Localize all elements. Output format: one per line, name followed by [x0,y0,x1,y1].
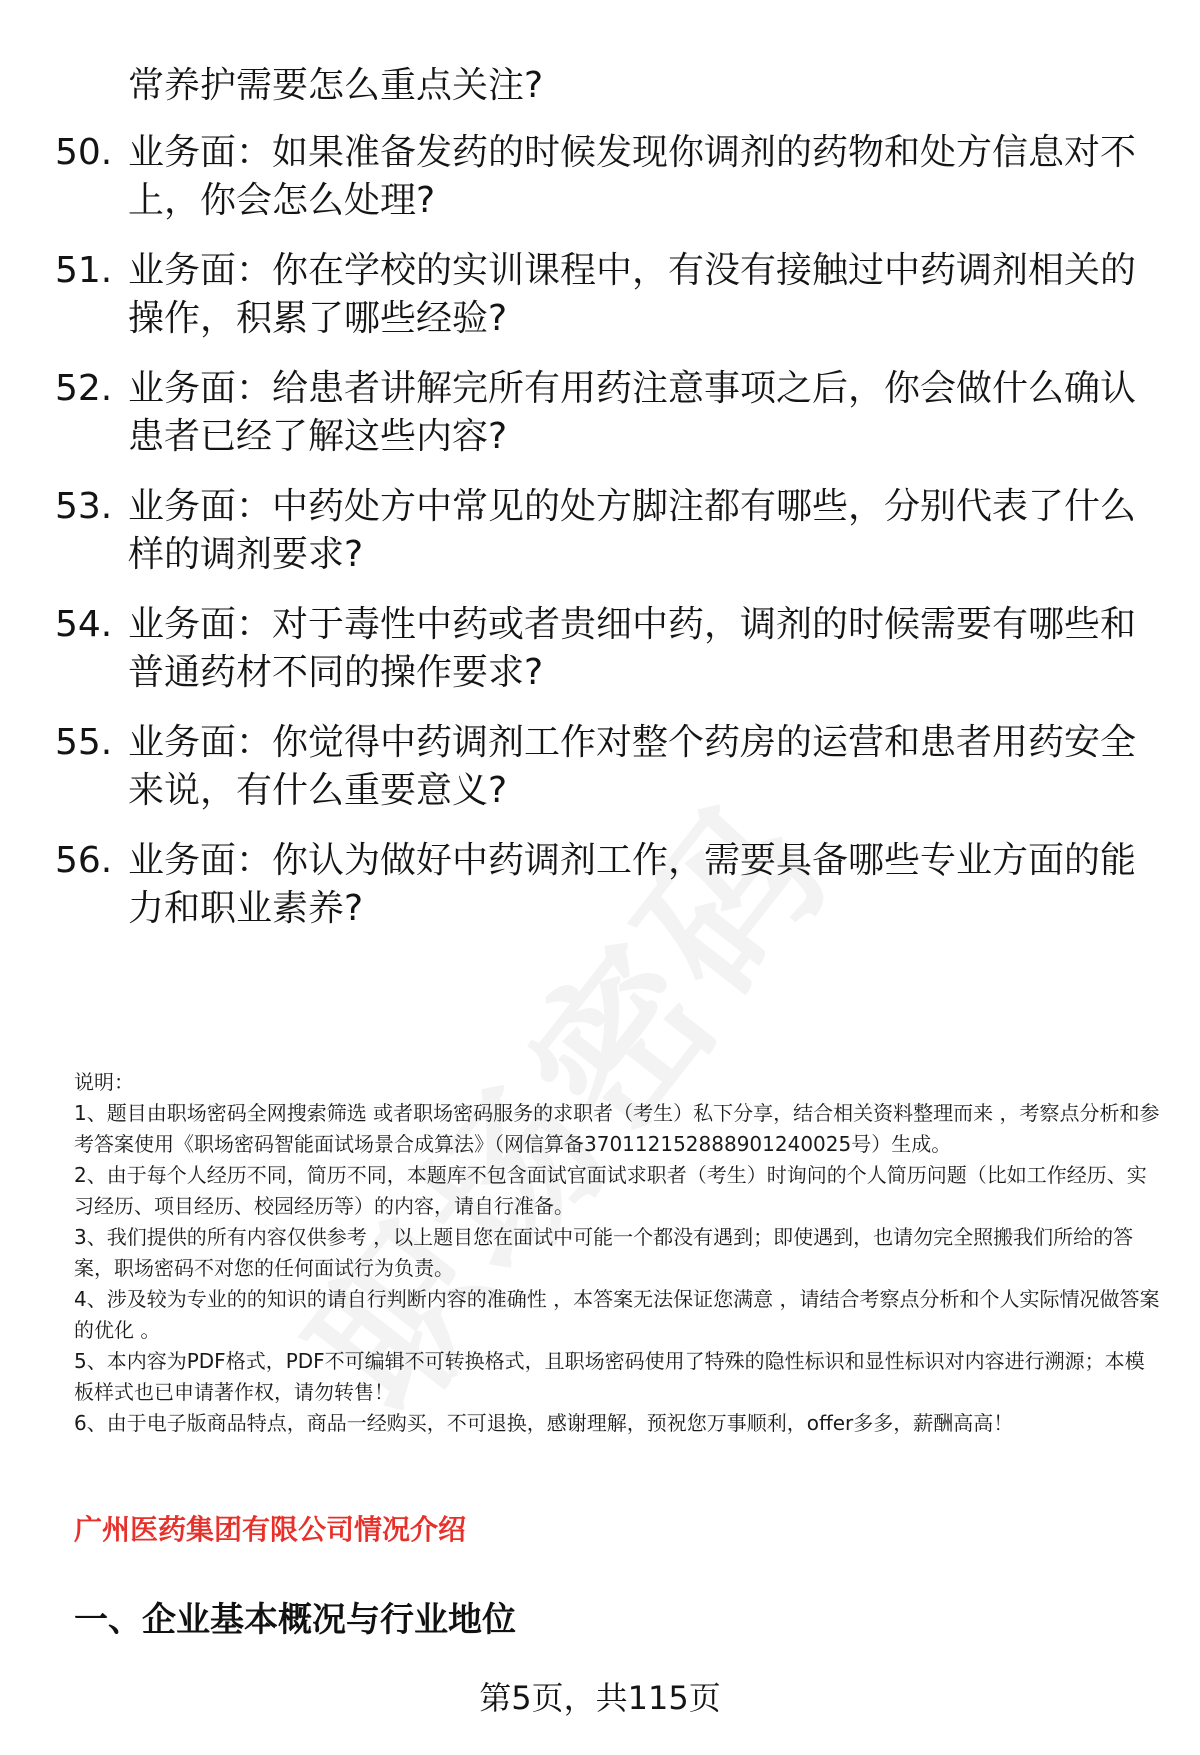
question-number: 52. [55,368,113,409]
question-number: 53. [55,486,113,527]
page-footer: 第5页，共115页 [479,1679,721,1717]
notes-heading: 说明： [74,1070,134,1094]
note-item: 1、题目由职场密码全网搜索筛选 或者职场密码服务的求职者（考生）私下分享，结合相关资料整理而来 ，考察点分析和参考答案使用《职场密码智能面试场景合成算法》（网信算备370112152888901240025号）生成。 [74,1101,1160,1156]
question-text: 业务面：你在学校的实训课程中，有没有接触过中药调剂相关的操作，积累了哪些经验? [128,250,1137,339]
note-item: 2、由于每个人经历不同，简历不同，本题库不包含面试官面试求职者（考生）时询问的个人简历问题（比如工作经历、实习经历、项目经历、校园经历等）的内容，请自行准备。 [74,1163,1147,1218]
question-text: 业务面：你认为做好中药调剂工作，需要具备哪些专业方面的能力和职业素养? [128,840,1137,929]
question-text: 常养护需要怎么重点关注? [128,65,544,106]
question-text: 业务面：中药处方中常见的处方脚注都有哪些，分别代表了什么样的调剂要求? [128,486,1137,575]
question-text: 业务面：你觉得中药调剂工作对整个药房的运营和患者用药安全来说，有什么重要意义? [128,722,1137,811]
note-item: 3、我们提供的所有内容仅供参考 ，以上题目您在面试中可能一个都没有遇到；即使遇到，也请勿完全照搬我们所给的答案，职场密码不对您的任何面试行为负责。 [74,1225,1134,1280]
question-text: 业务面：如果准备发药的时候发现你调剂的药物和处方信息对不上，你会怎么处理? [128,132,1137,221]
question-text: 业务面：对于毒性中药或者贵细中药，调剂的时候需要有哪些和普通药材不同的操作要求? [128,604,1137,693]
notes-section [74,1067,1164,1439]
section-heading: 一、企业基本概况与行业地位 [74,1600,516,1640]
question-text: 业务面：给患者讲解完所有用药注意事项之后，你会做什么确认患者已经了解这些内容? [128,368,1137,457]
question-number: 55. [55,722,113,763]
question-number: 51. [55,250,113,291]
question-number: 56. [55,840,113,881]
note-item: 6、由于电子版商品特点，商品一经购买，不可退换，感谢理解，预祝您万事顺利，offer多多，薪酬高高！ [74,1411,1014,1435]
note-item: 4、涉及较为专业的的知识的请自行判断内容的准确性 ，本答案无法保证您满意 ，请结合考察点分析和个人实际情况做答案的优化 。 [74,1287,1160,1342]
question-number: 50. [55,132,113,173]
company-title: 广州医药集团有限公司情况介绍 [74,1513,467,1546]
question-number: 54. [55,604,113,645]
note-item: 5、本内容为PDF格式，PDF不可编辑不可转换格式，且职场密码使用了特殊的隐性标识和显性标识对内容进行溯源；本模板样式也已申请著作权，请勿转售！ [74,1349,1145,1404]
